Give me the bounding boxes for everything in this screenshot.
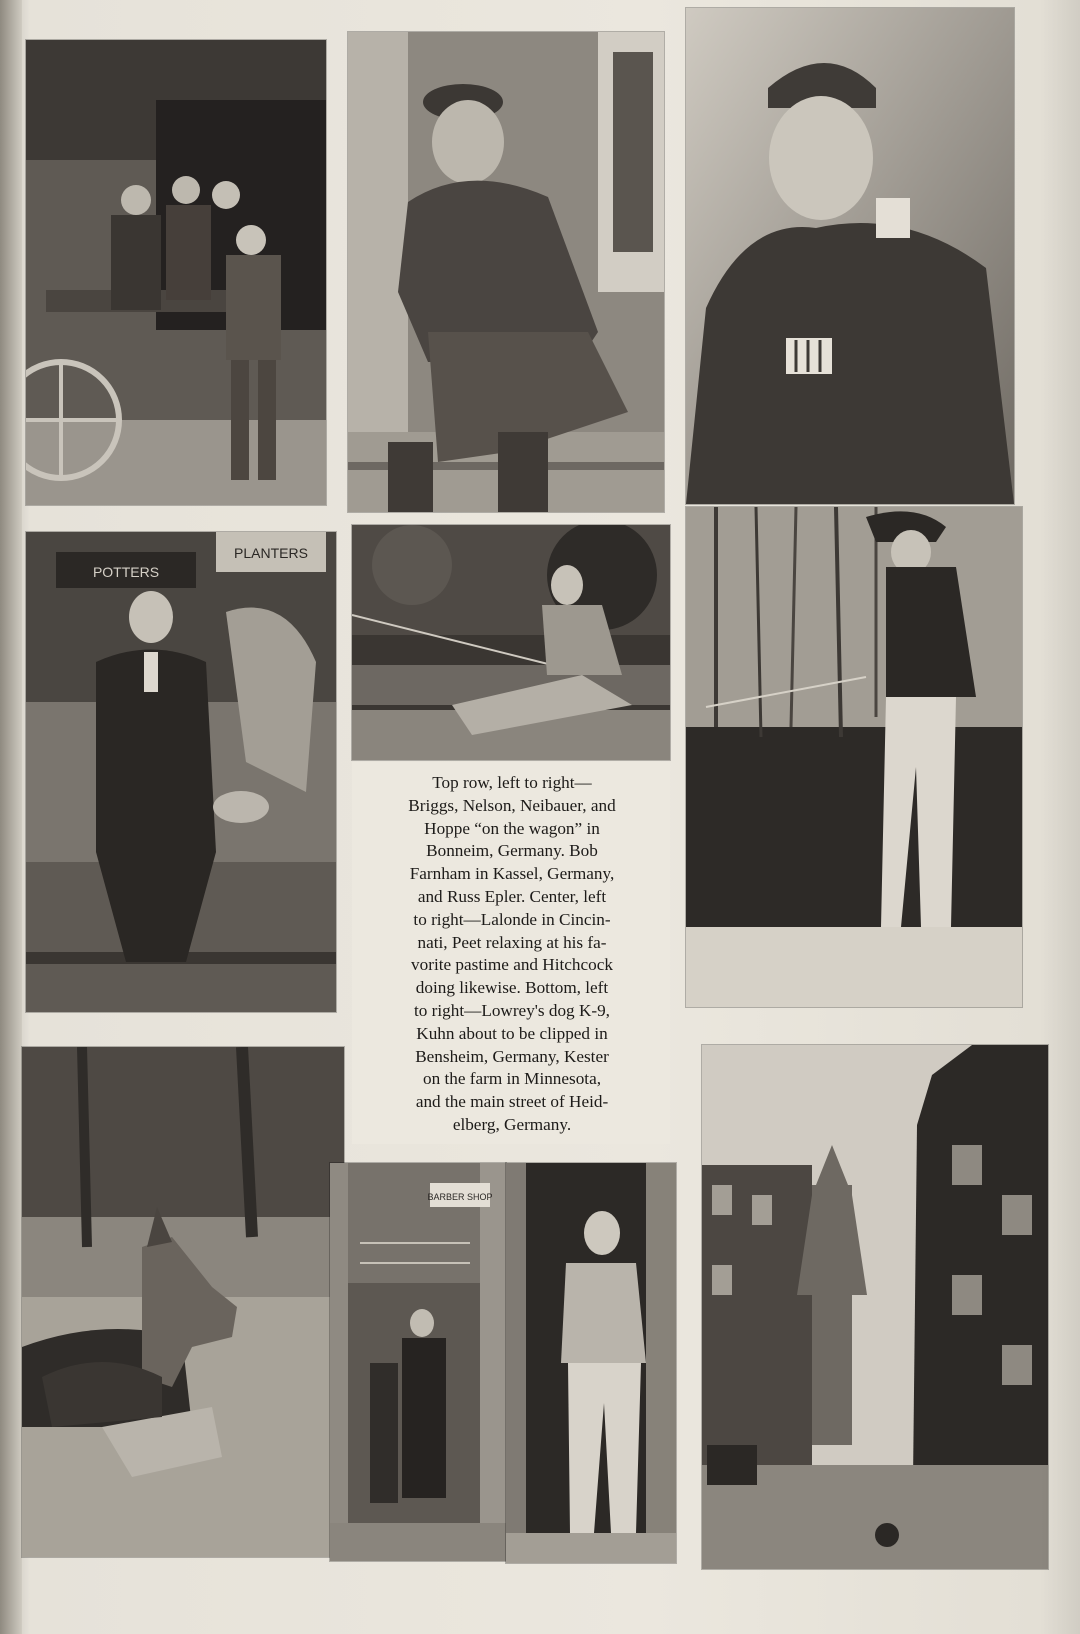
- page-edge-shadow: [1040, 0, 1080, 1634]
- photo-soldier-on-steps: [348, 32, 664, 512]
- sign-barber-shop: BARBER SHOP: [427, 1192, 493, 1202]
- sign-potters: POTTERS: [92, 564, 160, 580]
- photo-man-fishing-creek: [352, 525, 670, 760]
- photo-barber-shop: [330, 1163, 506, 1561]
- caption-box: [352, 762, 670, 1144]
- sign-planters: PLANTERS: [234, 545, 308, 561]
- page-binding: [0, 0, 22, 1634]
- photo-man-fishing-lake: [686, 507, 1022, 1007]
- photo-caption: Top row, left to right— Briggs, Nelson, Neibauer, and Hoppe “on the wagon” in Bonneim, Germany. Bob Farnham in Kassel, Germany, and Russ Epler. Center, left to right—Lalonde in Cincin- nati, Peet relaxing at his fa- vorite pastime and Hitchcock doing likewise. Bottom, left to right—Lowrey's dog K-9, Kuhn about to be clipped in Bensheim, Germany, Kester on the farm in Minnesota, and the main street of Heid- elberg, Germany.: [408, 773, 616, 1134]
- photo-man-on-farm: [506, 1163, 676, 1563]
- photo-heidelberg-street: [702, 1045, 1048, 1569]
- photo-man-in-suit-street: [26, 532, 336, 1012]
- photo-dog-k9: [22, 1047, 344, 1557]
- photo-men-on-wagon: [26, 40, 326, 505]
- photo-soldier-portrait: [686, 8, 1014, 504]
